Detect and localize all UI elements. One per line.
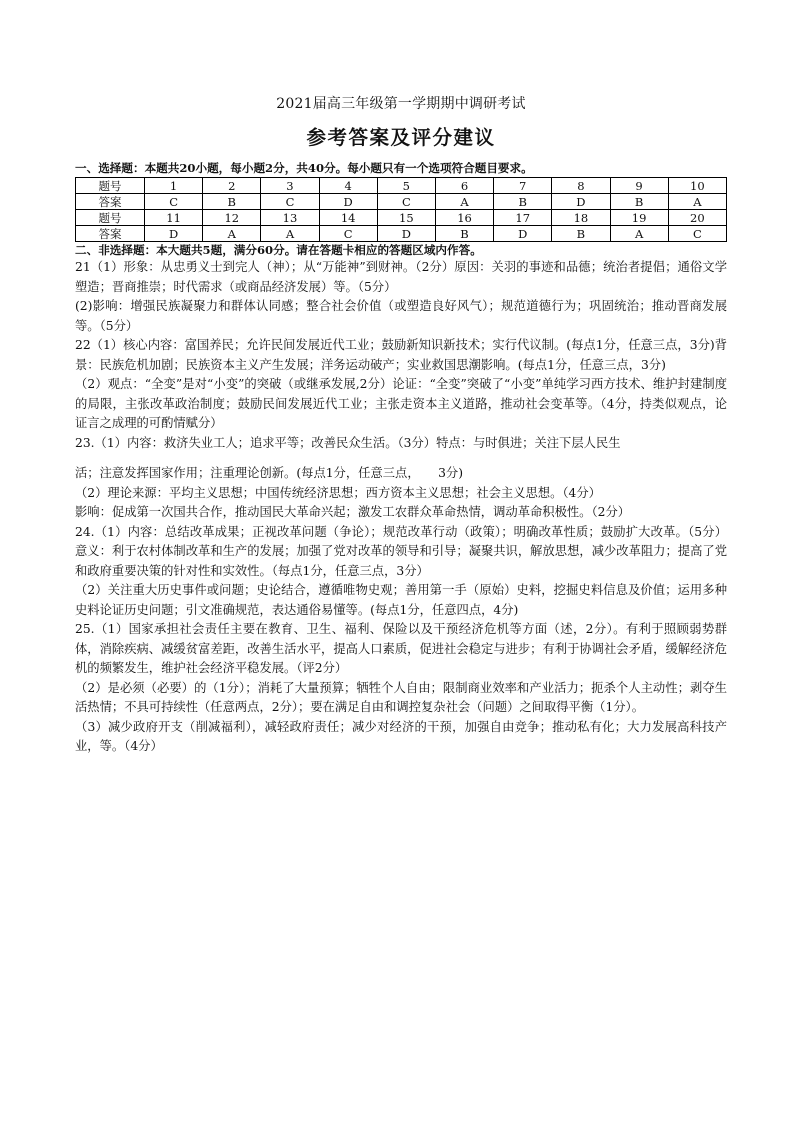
answer-key-page [75,93,727,757]
answer-cell: B [494,194,552,210]
row-label-answer: 答案 [76,194,145,210]
question-number: 8 [552,178,610,194]
table-row [76,178,727,194]
answer-cell: C [668,226,726,242]
row-label-answer: 答案 [76,226,145,242]
question-number: 7 [494,178,552,194]
spacer [75,453,727,464]
row-label-question: 题号 [76,178,145,194]
answer-cell: A [261,226,319,242]
answer-paragraph: （2）是必须（必要）的（1分）；消耗了大量预算；牺牲个人自由；限制商业效率和产业活力；扼杀个人主动性；剥夺生活热情；不具可持续性（任意两点，2分）；要在满足自由和调控复杂社会（问题）之间取得平衡（1分）。 [75,680,727,714]
answer-cell: A [610,226,668,242]
answer-paragraph: 影响：促成第一次国共合作，推动国民大革命兴起；激发工农群众革命热情，调动革命积极性。（2分） [75,505,631,519]
question-number: 17 [494,210,552,226]
answer-cell: B [203,194,261,210]
answer-paragraph: 25.（1）国家承担社会责任主要在教育、卫生、福利、保险以及干预经济危机等方面（述，2分）。有利于照顾弱势群体，消除疾病、减缓贫富差距，改善生活水平，提高人口素质，促进社会稳定与进步；有利于协调社会矛盾，缓解经济危机的频繁发生，维护社会经济平稳发展。（评2分） [75,622,727,675]
row-label-question: 题号 [76,210,145,226]
table-row [76,194,727,210]
question-number: 4 [319,178,377,194]
exam-title: 2021届高三年级第一学期期中调研考试 [276,96,526,112]
answer-cell: D [145,226,203,242]
answer-body [75,258,727,757]
answer-paragraph: 21（1）形象：从忠勇义士到完人（神）；从“万能神”到财神。（2分）原因：关羽的事迹和品德；统治者提倡；通俗文学塑造；晋商推崇；时代需求（或商品经济发展）等。（5分） [75,260,727,294]
question-number: 16 [435,210,493,226]
answer-paragraph: （2）理论来源：平均主义思想；中国传统经济思想；西方资本主义思想；社会主义思想。（4分） [75,485,601,500]
answer-cell: C [377,194,435,210]
question-number: 9 [610,178,668,194]
answer-cell: B [610,194,668,210]
answer-cell: A [203,226,261,242]
question-number: 18 [552,210,610,226]
question-number: 15 [377,210,435,226]
answer-cell: D [377,226,435,242]
question-number: 3 [261,178,319,194]
question-number: 11 [145,210,203,226]
answer-cell: B [552,226,610,242]
answer-cell: D [319,194,377,210]
answer-paragraph: (2)影响：增强民族凝聚力和群体认同感；整合社会价值（或塑造良好风气）；规范道德行为；巩固统治；推动晋商发展等。（5分） [75,299,727,333]
answer-cell: C [261,194,319,210]
answer-cell: B [435,226,493,242]
answer-paragraph: 22（1）核心内容：富国养民；允许民间发展近代工业；鼓励新知识新技术；实行代议制。(每点1分，任意三点，3分)背景：民族危机加剧；民族资本主义产生发展；洋务运动破产；实业救国思潮影响。(每点1分，任意三点，3分) [75,338,727,372]
question-number: 20 [668,210,726,226]
question-number: 19 [610,210,668,226]
question-number: 12 [203,210,261,226]
answer-paragraph: （2）观点：“全变”是对“小变”的突破（或继承发展,2分）论证：“全变”突破了“小变”单纯学习西方技术、维护封建制度的局限，主张改革政治制度；鼓励民间发展近代工业；主张走资本主义道路，推动社会变革等。（4分，持类似观点，论证言之成理的可酌情赋分） [75,377,727,430]
answer-key-subtitle: 参考答案及评分建议 [306,126,496,149]
answer-paragraph: 24.（1）内容：总结改革成果；正视改革问题（争论）；规范改革行动（政策）；明确改革性质；鼓励扩大改革。（5分）意义：利于农村体制改革和生产的发展；加强了党对改革的领导和引导；凝聚共识，解放思想，减少改革阻力；提高了党和政府重要决策的针对性和实效性。（每点1分，任意三点，3分） [75,524,727,578]
answer-paragraph: 活；注意发挥国家作用；注重理论创新。(每点1分，任意三点， 3分) [75,466,463,480]
answer-table [75,177,727,242]
question-number: 5 [377,178,435,194]
answer-cell: C [319,226,377,242]
answer-cell: A [435,194,493,210]
question-number: 14 [319,210,377,226]
question-number: 1 [145,178,203,194]
question-number: 6 [435,178,493,194]
answer-paragraph: （3）减少政府开支（削减福利），减轻政府责任；减少对经济的干预，加强自由竞争；推动私有化；大力发展高科技产业，等。（4分） [75,719,727,753]
table-row [76,210,727,226]
question-number: 10 [668,178,726,194]
section2-heading: 二、非选择题：本大题共5题，满分60分。请在答题卡相应的答题区域内作答。 [75,243,482,257]
answer-paragraph: （2）关注重大历史事件或问题；史论结合，遵循唯物史观；善用第一手（原始）史料，挖掘史料信息及价值；运用多种史料论证历史问题；引文准确规范，表达通俗易懂等。(每点1分，任意四点，4分) [75,583,727,617]
question-number: 2 [203,178,261,194]
question-number: 13 [261,210,319,226]
table-row [76,226,727,242]
answer-cell: A [668,194,726,210]
section1-heading: 一、选择题：本题共20小题，每小题2分，共40分。每小题只有一个选项符合题目要求。 [75,161,533,175]
answer-cell: D [552,194,610,210]
answer-paragraph: 23.（1）内容：救济失业工人；追求平等；改善民众生活。（3分）特点：与时俱进；关注下层人民生 [75,435,621,450]
answer-cell: D [494,226,552,242]
answer-cell: C [145,194,203,210]
